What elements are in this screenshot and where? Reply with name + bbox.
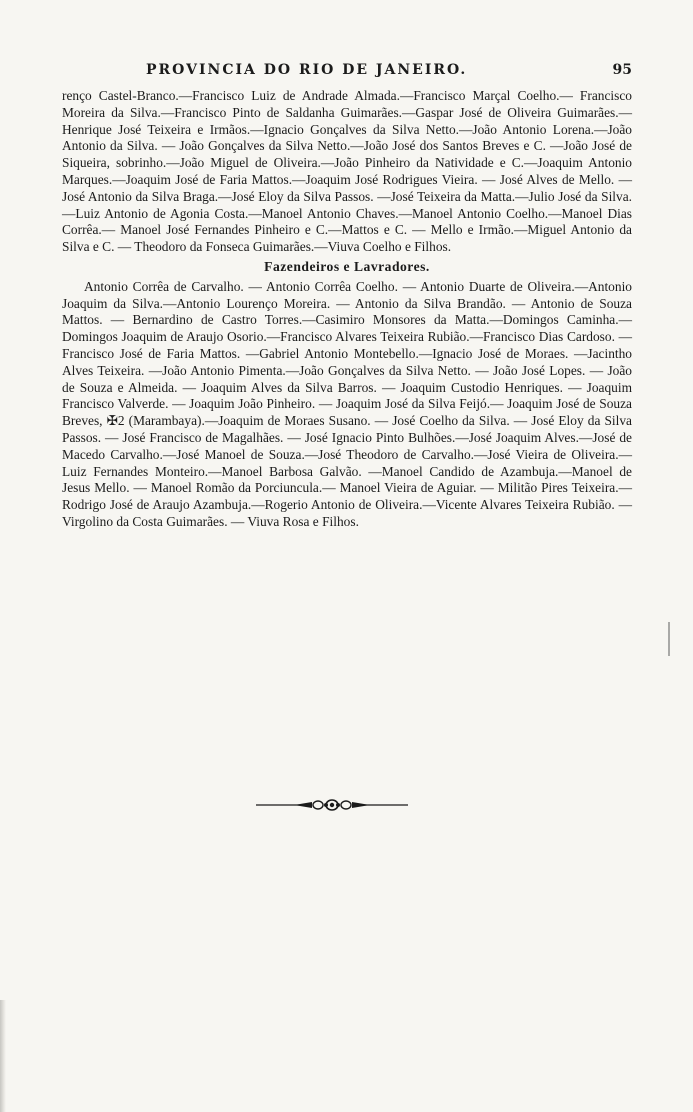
margin-mark: [668, 622, 670, 656]
text-block: [62, 88, 632, 531]
continuation-paragraph: renço Castel-Branco.—Francisco Luiz de Andrade Almada.—Francisco Marçal Coelho.— Francisco Moreira da Silva.—Francisco Pinto de Saldanha Guimarães.—Gaspar José de Oliveira Guimarães.—Henrique José Teixeira e Irmãos.—Ignacio Gonçalves da Silva Netto.—João Antonio Lorena.—João Antonio da Silva. — João Gonçalves da Silva Netto.—João José dos Santos Breves e C. —João José de Siqueira, sobrinho.—João Miguel de Oliveira.—João Pinheiro da Natividade e C.—Joaquim Antonio Marques.—Joaquim José de Faria Mattos.—Joaquim José Rodrigues Vieira. — José Alves de Mello. —José Antonio da Silva Braga.—José Eloy da Silva Passos. —José Teixeira da Matta.—Julio José da Silva.—Luiz Antonio de Agonia Costa.—Manoel Antonio Chaves.—Manoel Antonio Coelho.—Manoel Dias Corrêa.— Manoel José Fernandes Pinheiro e C.—Mattos e C. — Mello e Irmão.—Miguel Antonio da Silva e C. — Theodoro da Fonseca Guimarães.—Viuva Coelho e Filhos.: [62, 88, 632, 255]
section-paragraph: Antonio Corrêa de Carvalho. — Antonio Corrêa Coelho. — Antonio Duarte de Oliveira.—Antonio Joaquim da Silva.—Antonio Lourenço Moreira. — Antonio da Silva Brandão. — Antonio de Souza Mattos. — Bernardino de Castro Torres.—Casimiro Monsores da Matta.—Domingos Caminha.—Domingos Joaquim de Araujo Osorio.—Francisco Alvares Teixeira Rubião.—Francisco Dias Cardoso. — Francisco José de Faria Mattos. —Gabriel Antonio Montebello.—Ignacio José de Moraes. —Jacintho Alves Teixeira. —João Antonio Pimenta.—João Gonçalves da Silva Netto. — João José Lopes. — João de Souza e Almeida. — Joaquim Alves da Silva Barros. — Joaquim Custodio Henriques. — Joaquim Francisco Valverde. — Joaquim João Pinheiro. — Joaquim José da Silva Feijó.— Joaquim José de Souza Breves, ✠2 (Marambaya).—Joaquim de Moraes Susano. — José Coelho da Silva. — José Eloy da Silva Passos. — José Francisco de Magalhães. — José Ignacio Pinto Bulhões.—José Joaquim Alves.—José de Macedo Carvalho.—José Manoel de Souza.—José Theodoro de Carvalho.—José Vieira de Oliveira.—Luiz Fernandes Monteiro.—Manoel Barbosa Galvão. —Manoel Candido de Azambuja.—Manoel de Jesus Mello. — Manoel Romão da Porciuncula.— Manoel Vieira de Aguiar. — Militão Pires Teixeira.—Rodrigo José de Araujo Azambuja.—Rogerio Antonio de Oliveira.—Vicente Alvares Teixeira Rubião. — Virgolino da Costa Guimarães. — Viuva Rosa e Filhos.: [62, 278, 632, 529]
tailpiece-ornament-icon: [254, 798, 410, 812]
page-number: 95: [612, 62, 632, 78]
page-title: PROVINCIA DO RIO DE JANEIRO.: [146, 62, 468, 78]
running-head: [62, 62, 632, 82]
section-heading: Fazendeiros e Lavradores.: [264, 258, 430, 274]
binding-edge: [0, 1000, 6, 1112]
